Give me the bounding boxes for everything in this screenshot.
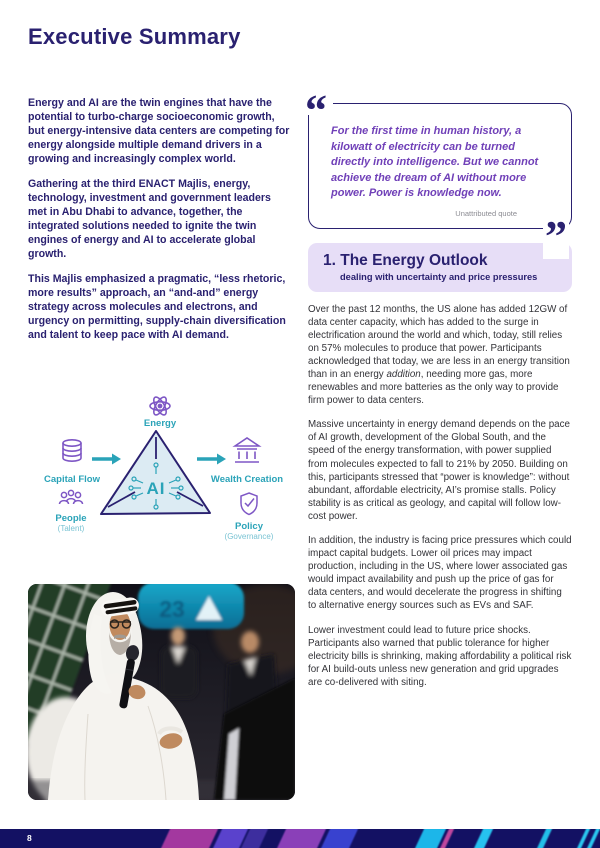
intro-paragraph-2: Gathering at the third ENACT Majlis, energy, technology, investment and government leaders met in Abu Dhabi to advance, together, the integrated solutions needed to ignite the twin engines of energy and AI to accelerate global growth. (28, 178, 271, 260)
policy-label: Policy (235, 521, 263, 532)
arrow-left-icon (92, 454, 121, 465)
capital-flow-label: Capital Flow (44, 474, 100, 485)
paragraph-text: Over the past 12 months, the US alone has added 12GW of data center capacity, which has added to the surge in electrification around the world and which, today, still relies on 57% molecules to produce that power. Participants acknowledged that today, we are less in an energy transition than in an energy (308, 303, 570, 380)
close-quote-icon: ” (545, 211, 567, 261)
stage-screen (138, 584, 244, 629)
intro-paragraph-3: This Majlis emphasized a pragmatic, “less rhetoric, more results” approach, an “and-and” energy strategy across molecules and electrons, and urgency on permitting, supply-chain diversification and talent to keep pace with AI demand. (28, 273, 286, 341)
people-label: People (55, 513, 87, 524)
paragraph-text: , needing more gas, more renewables and more batteries as the only way to provide firm power to data centers. (308, 368, 559, 407)
people-sublabel: (Talent) (57, 524, 85, 533)
shield-check-icon (241, 493, 257, 515)
open-quote-icon: “ (305, 89, 333, 115)
quote-attribution: Unattributed quote (455, 208, 517, 218)
footer-bar (0, 829, 600, 848)
ai-energy-diagram (28, 393, 290, 583)
section-paragraph-3: In addition, the industry is facing price pressures which could impact capital budgets. Lower oil prices may impact production, including in the US, where lower associated gas would impact availability and push up the price of gas for data centers, and would decelerate the progress in shifting to alternative energy sources such as EVs and SAF. (308, 535, 572, 612)
photo-illustration (28, 584, 295, 800)
wealth-creation-label: Wealth Creation (210, 474, 284, 485)
section-paragraph-1 (308, 303, 572, 408)
diagram-canvas (28, 393, 290, 583)
page-number: 8 (27, 833, 32, 843)
section-paragraph-4: Lower investment could lead to future price shocks. Participants also warned that public tolerance for higher electricity bills is shrinking, making affordability a political risk for AI build-outs unless new generation and grid upgrades are co-delivered with siting. (308, 624, 572, 688)
quote-text: For the first time in human history, a kilowatt of electricity can be turned directly into intelligence. But we cannot achieve the dream of AI without more power. Power is knowledge now. (331, 125, 539, 199)
majlis-photo (28, 584, 295, 800)
footer-streaks (0, 829, 600, 848)
database-icon (63, 440, 81, 461)
energy-label: Energy (143, 418, 177, 429)
screen-number: 23 (159, 596, 185, 622)
left-column (28, 96, 291, 353)
section-paragraph-2: Massive uncertainty in energy demand depends on the pace of AI growth, development of the Global South, and the speed of the energy transformation, with power supplied from molecules expected to fall to 21% by 2050. Building on this, participants stressed that “power is knowledge”: without abundant, affordable electricity, AI’s promise stalls. Policy stability is as critical as geology, and capital will follow low-cost power. (308, 419, 570, 522)
people-icon (60, 490, 83, 504)
atom-icon (150, 395, 170, 417)
intro-paragraph-1: Energy and AI are the twin engines that have the potential to turbo-charge socioeconomic growth, but energy-intensive data centers are competing for energy alongside multiple demand drivers in a growing and increasingly complex world. (28, 97, 290, 165)
ai-center-label: AI (146, 479, 166, 498)
arrow-right-icon (197, 454, 226, 465)
right-column (305, 86, 572, 689)
paragraph-italic-word: addition (386, 368, 421, 380)
policy-sublabel: (Governance) (224, 532, 274, 541)
page-title: Executive Summary (28, 24, 241, 49)
section-title: 1. The Energy Outlook (323, 251, 488, 269)
bank-icon (235, 438, 259, 462)
section-subtitle: dealing with uncertainty and price pressures (340, 271, 538, 282)
section-heading-energy-outlook (308, 243, 572, 292)
